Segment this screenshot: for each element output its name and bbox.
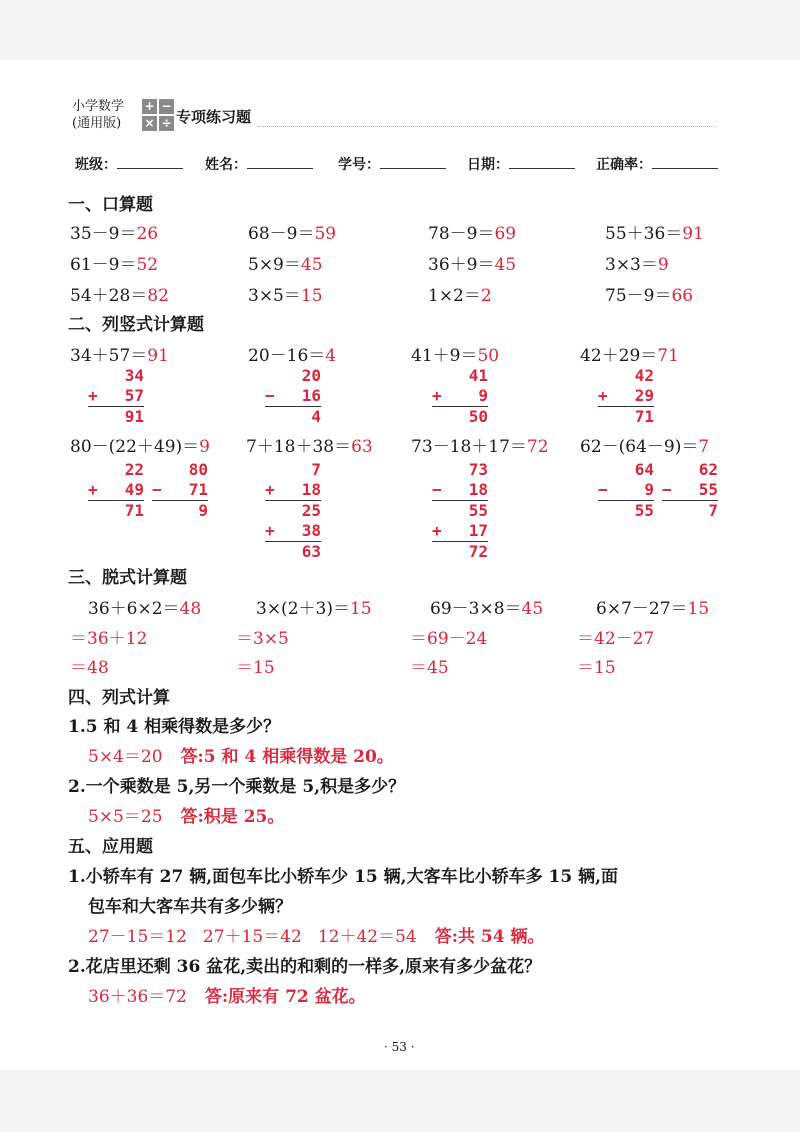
oral-item: 68－9＝59 (248, 224, 337, 244)
oral-item: 1×2＝2 (428, 286, 492, 306)
stepwise-problem: 6×7－27＝15 (596, 599, 710, 619)
vertical-working: 22 + 49 71 (88, 460, 144, 520)
accuracy-field: 正确率： (596, 154, 718, 174)
section-stepwise: 三、脱式计算题 (68, 568, 187, 588)
operator-icons (142, 99, 174, 131)
series-line-2: (通用版) (72, 116, 122, 131)
word-problem-text: 包车和大客车共有多少辆？ (88, 897, 292, 917)
stepwise-step: ＝15 (577, 658, 616, 678)
stepwise-step: ＝36＋12 (70, 629, 148, 649)
stepwise-step: ＝15 (236, 658, 275, 678)
section-oral: 一、口算题 (68, 195, 153, 215)
page-title: 专项练习题 (176, 108, 252, 126)
list-calc-question: 2.一个乘数是 5,另一个乘数是 5,积是多少？ (68, 777, 406, 797)
vertical-problem: 34＋57＝91 (70, 346, 169, 366)
header-divider (258, 126, 716, 127)
page-number: · 53 · (384, 1040, 415, 1054)
accuracy-blank[interactable] (652, 154, 718, 169)
list-calc-answer: 5×4＝20 答:5 和 4 相乘得数是 20。 (88, 747, 394, 767)
class-field: 班级： (75, 154, 183, 174)
oral-item: 54＋28＝82 (70, 286, 169, 306)
stepwise-step: ＝48 (70, 658, 109, 678)
date-blank[interactable] (509, 154, 575, 169)
vertical-working: 20 − 16 4 (265, 366, 321, 426)
word-problem-text: 1.小轿车有 27 辆,面包车比小轿车少 15 辆,大客车比小轿车多 15 辆,面 (68, 867, 618, 887)
oral-item: 36＋9＝45 (428, 255, 517, 275)
word-problem-answer: 27－15＝12 27＋15＝42 12＋42＝54 答:共 54 辆。 (88, 927, 545, 947)
vertical-problem: 41＋9＝50 (411, 346, 500, 366)
series-label (72, 98, 124, 132)
oral-item: 3×3＝9 (605, 255, 669, 275)
stepwise-step: ＝69－24 (410, 629, 488, 649)
vertical-working: 62 − 55 7 (662, 460, 718, 520)
minus-icon: − (159, 99, 174, 114)
stepwise-step: ＝42－27 (577, 629, 655, 649)
vertical-working: 64 − 9 55 (598, 460, 654, 520)
word-problem-text: 2.花店里还剩 36 盆花,卖出的和剩的一样多,原来有多少盆花？ (68, 957, 542, 977)
list-calc-answer: 5×5＝25 答:积是 25。 (88, 807, 285, 827)
oral-item: 5×9＝45 (248, 255, 323, 275)
vertical-working: 34 + 57 91 (88, 366, 144, 426)
oral-item: 3×5＝15 (248, 286, 323, 306)
section-word-problems: 五、应用题 (68, 837, 153, 857)
stepwise-problem: 36＋6×2＝48 (88, 599, 202, 619)
vertical-problem: 20－16＝4 (248, 346, 337, 366)
vertical-problem: 62－(64－9)＝7 (580, 437, 710, 457)
vertical-working: 42 + 29 71 (598, 366, 654, 426)
plus-icon: + (142, 99, 157, 114)
stepwise-problem: 3×(2＋3)＝15 (256, 599, 372, 619)
vertical-working: 73 − 18 55 + 17 72 (432, 460, 488, 561)
name-blank[interactable] (247, 154, 313, 169)
oral-item: 61－9＝52 (70, 255, 159, 275)
vertical-problem: 80－(22＋49)＝9 (70, 437, 210, 457)
student-no-field: 学号： (338, 154, 446, 174)
student-no-blank[interactable] (380, 154, 446, 169)
times-icon: × (142, 116, 157, 131)
oral-item: 78－9＝69 (428, 224, 517, 244)
stepwise-step: ＝45 (410, 658, 449, 678)
section-list-calc: 四、列式计算 (68, 688, 170, 708)
stepwise-problem: 69－3×8＝45 (430, 599, 544, 619)
vertical-problem: 42＋29＝71 (580, 346, 679, 366)
vertical-problem: 7＋18＋38＝63 (246, 437, 373, 457)
word-problem-answer: 36＋36＝72 答:原来有 72 盆花。 (88, 987, 366, 1007)
divide-icon: ÷ (159, 116, 174, 131)
oral-item: 75－9＝66 (605, 286, 694, 306)
vertical-problem: 73－18＋17＝72 (411, 437, 549, 457)
name-field: 姓名： (205, 154, 313, 174)
list-calc-question: 1.5 和 4 相乘得数是多少？ (68, 717, 281, 737)
class-blank[interactable] (117, 154, 183, 169)
stepwise-step: ＝3×5 (236, 629, 289, 649)
oral-item: 55＋36＝91 (605, 224, 704, 244)
vertical-working: 80 − 71 9 (152, 460, 208, 520)
vertical-working: 41 + 9 50 (432, 366, 488, 426)
date-field: 日期： (467, 154, 575, 174)
series-line-1: 小学数学 (72, 99, 125, 114)
section-vertical: 二、列竖式计算题 (68, 315, 204, 335)
vertical-working: 7 + 18 25 + 38 63 (265, 460, 321, 561)
oral-item: 35－9＝26 (70, 224, 159, 244)
